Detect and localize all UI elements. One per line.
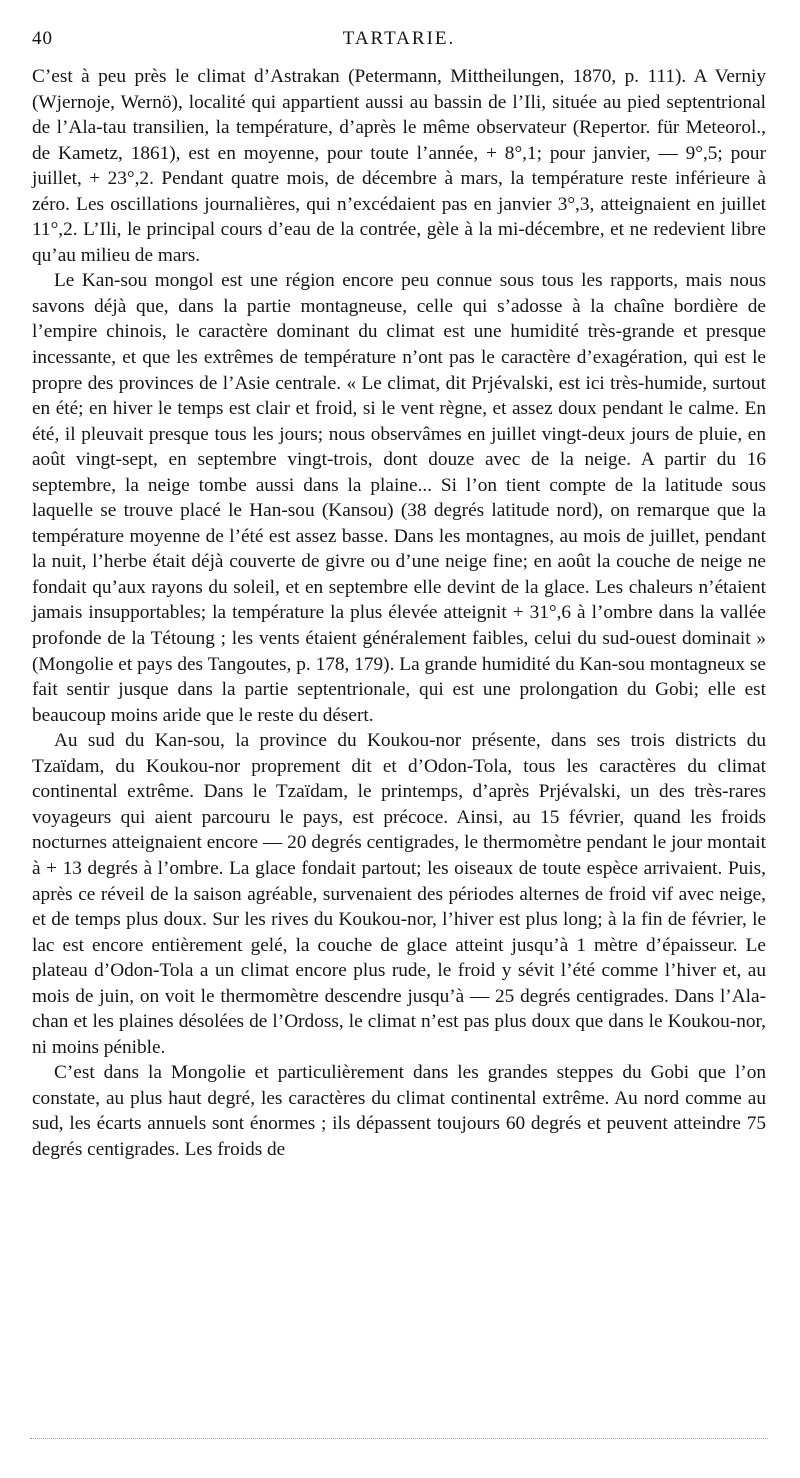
paragraph-kan-sou: Le Kan-sou mongol est une région encore peu connue sous tous les rapports, mais nous savons déjà que, dans la partie montagneuse, celle qui s’adosse à la chaîne bordière de l’empire chinois, le caractère dominant du climat est une humidité très-grande et presque incessante, et que les extrêmes de température n’ont pas le caractère d’exagération, qui est le propre des provinces de l’Asie centrale. « Le climat, dit Prjévalski, est ici très-humide, surtout en été; en hiver le temps est clair et froid, si le vent règne, et assez doux pendant le calme. En été, il pleuvait presque tous les jours; nous observâmes en juillet vingt-deux jours de pluie, en août vingt-sept, en septembre vingt-trois, dont douze avec de la neige. A partir du 16 septembre, la neige tombe aussi dans la plaine... Si l’on tient compte de la latitude sous laquelle se trouve placé le Han-sou (Kansou) (38 degrés latitude nord), on remarque que la température moyenne de l’été est assez basse. Dans les montagnes, au mois de juillet, pendant la nuit, l’herbe était déjà couverte de givre ou d’une neige fine; en août la couche de neige ne fondait qu’aux rayons du soleil, et en septembre elle devint de la glace. Les chaleurs n’étaient jamais insupportables; la température la plus élevée atteignit + 31°,6 à l’ombre dans la vallée profonde de la Tétoung ; les vents étaient généralement faibles, celui du sud-ouest dominait » (Mongolie et pays des Tangoutes, p. 178, 179). La grande humidité du Kan-sou montagneux se fait sentir jusque dans la partie septentrionale, qui est une prolongation du Gobi; elle est beaucoup moins aride que le reste du désert. [32,270,766,726]
footer-rule [30,1438,768,1439]
body-text [32,64,766,1163]
page-number: 40 [32,28,53,49]
book-page [32,28,766,1163]
running-header [32,28,766,58]
paragraph-mongolie-gobi: C’est dans la Mongolie et particulièrement dans les grandes steppes du Gobi que l’on constate, au plus haut degré, les caractères du climat continental extrême. Au nord comme au sud, les écarts annuels sont énormes ; ils dépassent toujours 60 degrés et peuvent atteindre 75 degrés centigrades. Les froids de [32,1062,766,1160]
paragraph-koukou-nor: Au sud du Kan-sou, la province du Koukou-nor présente, dans ses trois districts du Tzaïdam, du Koukou-nor proprement dit et d’Odon-Tola, tous les caractères du climat continental extrême. Dans le Tzaïdam, le printemps, d’après Prjévalski, un des très-rares voyageurs qui aient parcouru le pays, est précoce. Ainsi, au 15 février, quand les froids nocturnes atteignaient encore — 20 degrés centigrades, le thermomètre pendant le jour montait à + 13 degrés à l’ombre. La glace fondait partout; les oiseaux de toute espèce arrivaient. Puis, après ce réveil de la saison agréable, survenaient des périodes alternes de froid vif avec neige, et de temps plus doux. Sur les rives du Koukou-nor, l’hiver est plus long; à la fin de février, le lac est encore entièrement gelé, la couche de glace atteint jusqu’à 1 mètre d’épaisseur. Le plateau d’Odon-Tola a un climat encore plus rude, le froid y sévit l’été comme l’hiver et, au mois de juin, on voit le thermomètre descendre jusqu’à — 25 degrés centigrades. Dans l’Ala-chan et les plaines désolées de l’Ordoss, le climat n’est pas plus doux que dans le Koukou-nor, ni moins pénible. [32,730,766,1058]
running-title: TARTARIE. [342,28,456,49]
paragraph-astrakan-verniy: C’est à peu près le climat d’Astrakan (Petermann, Mittheilungen, 1870, p. 111). A Verniy (Wjernoje, Wernö), localité qui appartient aussi au bassin de l’Ili, située au pied septentrional de l’Ala-tau transilien, la température, d’après le même observateur (Repertor. für Meteorol., de Kametz, 1861), est en moyenne, pour toute l’année, + 8°,1; pour janvier, — 9°,5; pour juillet, + 23°,2. Pendant quatre mois, de décembre à mars, la température reste inférieure à zéro. Les oscillations journalières, qui n’excédaient pas en janvier 3°,3, atteignaient en juillet 11°,2. L’Ili, le principal cours d’eau de la contrée, gèle à la mi-décembre, et ne redevient libre qu’au milieu de mars. [32,66,766,266]
